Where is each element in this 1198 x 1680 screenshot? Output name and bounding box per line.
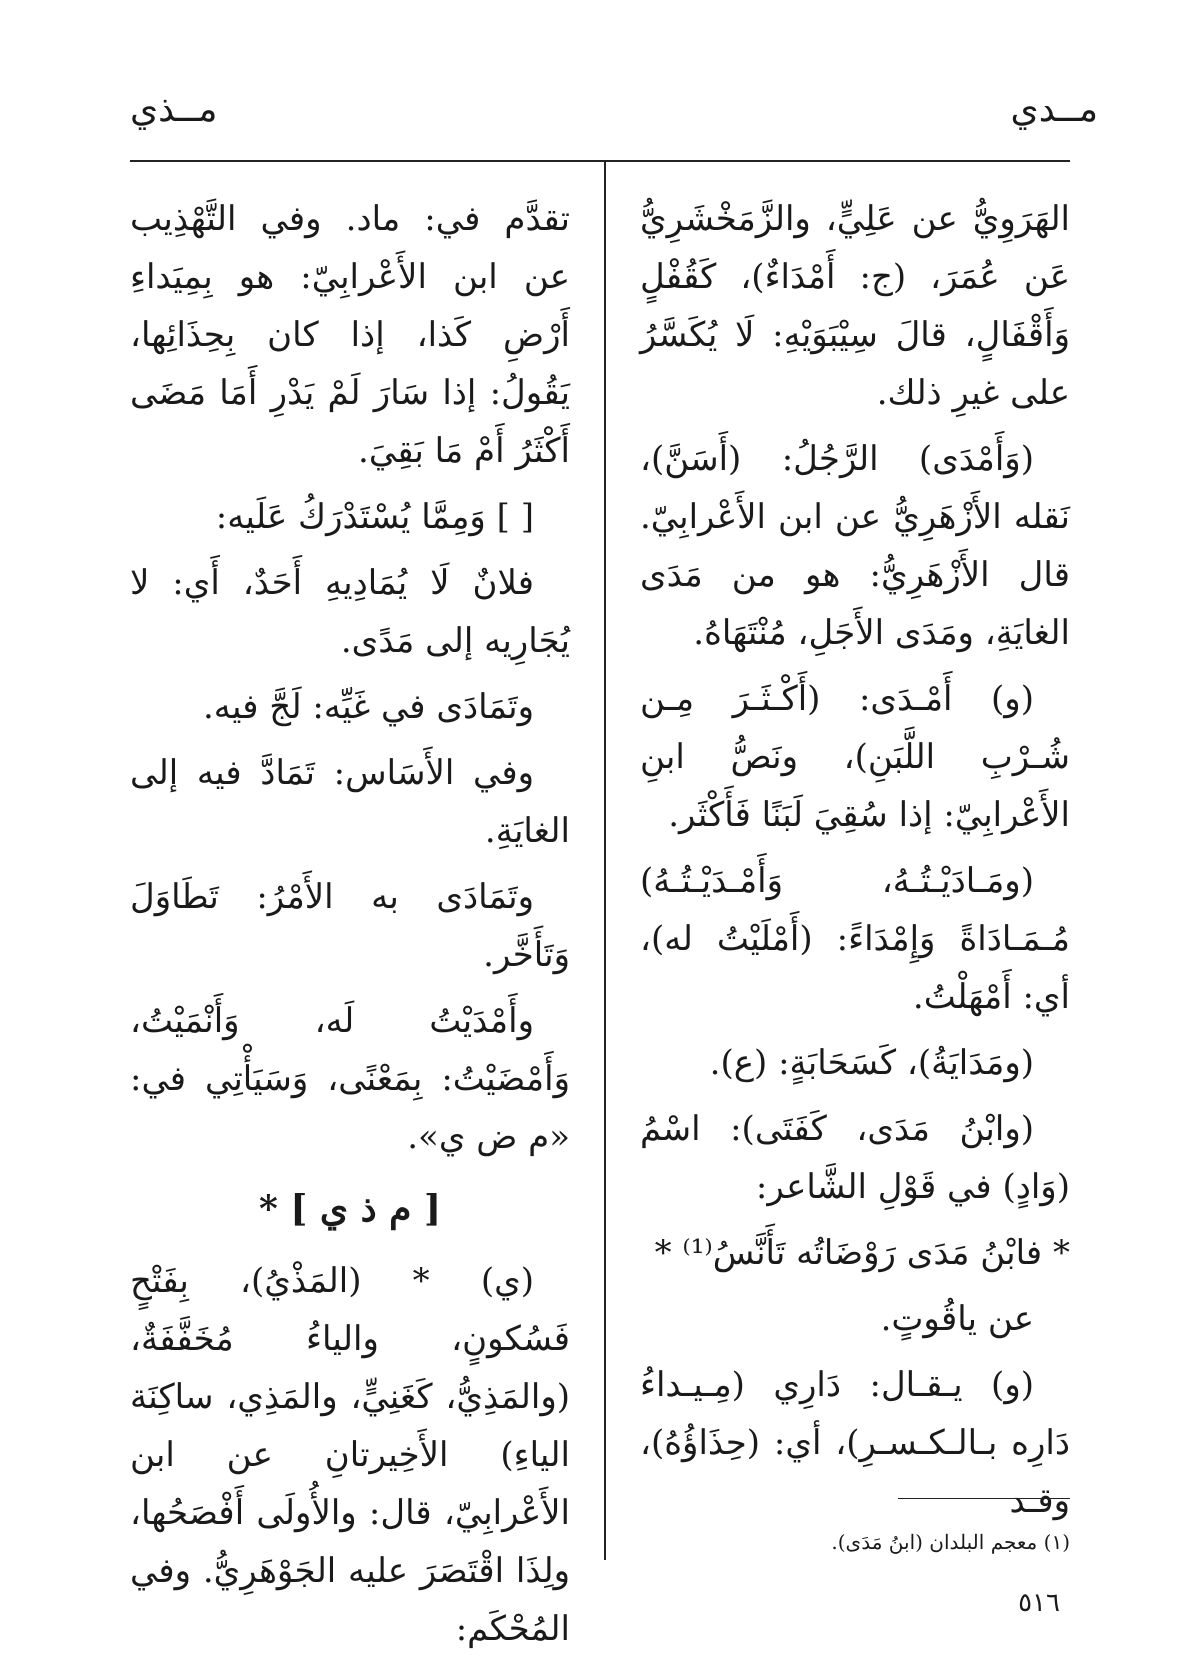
paragraph: وأَمْدَيْتُ لَه، وَأَنْمَيْتُ، وَأَمْضَيْتُ: بِمَعْنًى، وَسَيَأْتِي في: «م ض ي». [130,1001,570,1157]
paragraph: وتَمَادَى به الأَمْرُ: تَطَاوَلَ وَتَأَخَّر. [130,877,570,975]
paragraph: (و) يـقـال: دَارِي (مِـيـداءُ دَارِه بـالـكـسـرِ)، أي: (حِذَاؤُهُ)، وقـد [640,1365,1070,1521]
page-number: ٥١٦ [1018,1588,1060,1618]
paragraph: (وابْنُ مَدَى، كَفَتَى): اسْمُ (وَادٍ) في قَوْلِ الشَّاعر: [640,1109,1070,1207]
paragraph: [ ] وَمِمَّا يُسْتَدْرَكُ عَلَيه: [215,497,534,537]
paragraph: (و) أَمْـدَى: (أَكْـثَـرَ مِـن شُـرْبِ اللَّبَنِ)، ونَصُّ ابنِ الأَعْرابِيّ: إذا سُقِيَ لَبَنًا فَأَكْثَر. [640,679,1070,835]
paragraph: تقدَّم في: ماد. وفي التَّهْذِيب عن ابن الأَعْرابِيّ: هو بِمِيَداءِ أَرْضِ كَذا، إذا كان بِحِذَائِها، يَقُولُ: إذا سَارَ لَمْ يَدْرِ أَمَا مَضَى أَكْثَرُ أَمْ مَا بَقِيَ. [130,199,570,471]
column-divider [604,160,606,1560]
paragraph: وفي الأَسَاس: تَمَادَّ فيه إلى الغايَةِ. [130,753,570,851]
paragraph: فلانٌ لَا يُمَادِيهِ أَحَدٌ، أَي: لا يُجَارِيه إلى مَدًى. [130,563,570,661]
header-rule [130,160,1070,162]
paragraph: (وَأَمْدَى) الرَّجُلُ: (أَسَنَّ)، نَقله الأَزْهَرِيُّ عن ابن الأَعْرابِيّ. قال الأَزْهَرِيُّ: هو من مَدَى الغايَةِ، ومَدَى الأَجَلِ، مُنْتَهَاهُ. [640,439,1070,653]
paragraph: عن ياقُوتٍ. [880,1299,1034,1339]
footnote: (١) معجم البلدان (ابنُ مَدَى). [831,1530,1070,1554]
right-column [640,190,1070,1538]
paragraph: الهَرَوِيُّ عن عَلِيٍّ، والزَّمَخْشَرِيُّ عَن عُمَرَ، (ج: أَمْدَاءٌ)، كَقُفْلٍ وَأَقْفَالٍ، قالَ سِيْبَوَيْهِ: لَا يُكَسَّرُ على غيرِ ذلك. [640,199,1070,413]
footnote-rule [898,1498,1070,1499]
paragraph: (ي) * (المَذْيُ)، بِفَتْحٍ فَسُكونٍ، والياءُ مُخَفَّفَةٌ، (والمَذِيُّ، كَغَنِيٍّ، والمَذِي، ساكِنَة الياءِ) الأَخِيرتانِ عن ابن الأَعْرابِيّ، قال: والأُولَى أَفْصَحُها، ولِذَا اقْتَصَرَ عليه الجَوْهَرِيُّ. وفي المُحْكَم: [130,1261,570,1649]
paragraph: وتَمَادَى في غَيِّه: لَجَّ فيه. [202,687,534,727]
left-column [130,190,570,1666]
paragraph: (ومَدَايَةُ)، كَسَحَابَةٍ: (ع). [709,1043,1034,1083]
header-root-word-right: مــدي [1010,89,1098,130]
entry-heading: [ م ذ ي ] * [258,1188,442,1230]
paragraph: (ومَـادَيْـتُـهُ، وَأَمْـدَيْـتُـهُ) مُـمَـادَاةً وَإِمْدَاءً: (أَمْلَيْتُ له)، أي: أَمْهَلْتُ. [640,861,1070,1017]
paragraph: * فابْنُ مَدَى رَوْضَاتُه تَأَنَّسُ⁽¹⁾ * [654,1233,1070,1273]
header-root-word-left: مــذي [130,89,218,130]
